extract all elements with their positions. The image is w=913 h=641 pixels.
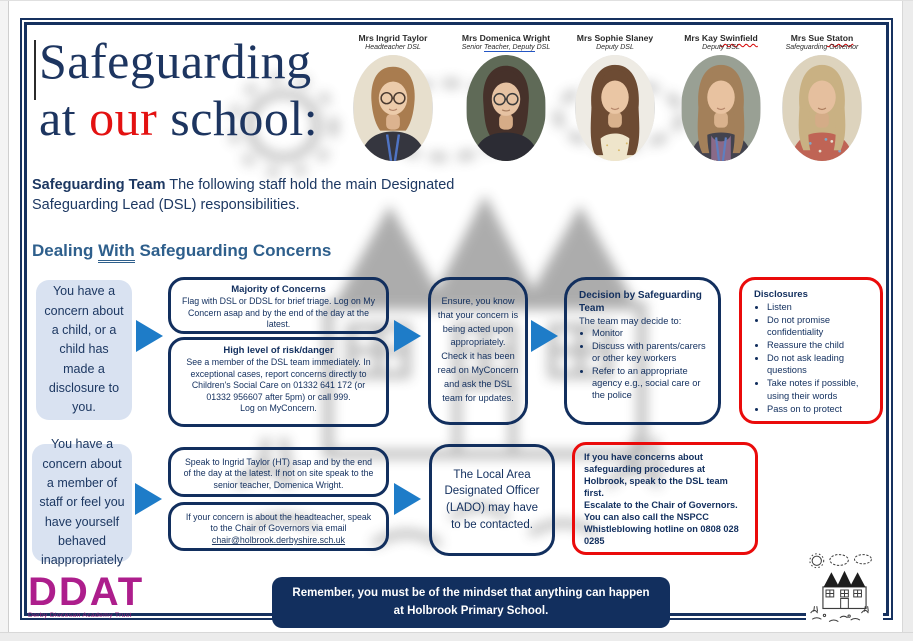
disclosures-box: Disclosures • Listen • Do not promise confidentiality • Reassure the child • Do not ask leading questions • Take notes if possible, using their words • Pass on to protect	[739, 277, 883, 424]
window-edge	[0, 0, 913, 1]
high-risk-box: High level of risk/danger See a member of the DSL team immediately. In exceptional cases, report concerns directly to Children's Social Care on 01332 641 172 (or 01332 956607 after 5pm) or call 999. Log on MyConcern.	[168, 337, 389, 427]
ddat-acronym: DDAT	[28, 570, 145, 614]
majority-of-concerns-box: Majority of Concerns Flag with DSL or DDSL for brief triage. Log on My Concern asap and by the end of the day at the latest.	[168, 277, 389, 334]
staff-card	[555, 33, 675, 161]
whistleblowing-box: If you have concerns about safeguarding procedures at Holbrook, speak to the DSL team first. Escalate to the Chair of Governors. You can also call the NSPCC Whistleblowing hotline on 0808 028 0285	[572, 442, 758, 555]
staff-photo	[782, 55, 862, 161]
staff-card	[333, 33, 453, 161]
staff-role: Headteacher DSL	[365, 43, 421, 51]
staff-card	[446, 33, 566, 161]
staff-name: Mrs Domenica Wright	[461, 33, 551, 43]
window-edge	[0, 632, 913, 641]
disclosures-bullet-list: • Listen • Do not promise confidentiality • Reassure the child • Do not ask leading questions • Take notes if possible, using their words • Pass on to protect	[754, 301, 876, 415]
title-accent-word: our	[89, 90, 158, 146]
lado-box: The Local Area Designated Officer (LADO) may have to be contacted.	[429, 444, 555, 556]
staff-role: Safeguarding Governor	[785, 43, 859, 51]
staff-role: Deputy DSL	[596, 43, 634, 51]
staff-photo	[353, 55, 433, 161]
ensure-followup-box: Ensure, you know that your concern is being acted upon appropriately. Check it has been read on MyConcern and ask the DSL team for updates.	[428, 277, 528, 425]
flow-arrow-icon	[135, 483, 162, 515]
child-concern-trigger-box: You have a concern about a child, or a child has made a disclosure to you.	[36, 280, 132, 420]
staff-card	[762, 33, 882, 161]
headteacher-concern-box: If your concern is about the headteacher, speak to the Chair of Governors via email chair@holbrook.derbyshire.sch.uk	[168, 502, 389, 551]
speak-to-ht-box: Speak to Ingrid Taylor (HT) asap and by the end of the day at the latest. If not on site speak to the senior teacher, Domenica Wright.	[168, 447, 389, 497]
school-house-logo-icon	[806, 551, 883, 629]
flow-arrow-icon	[136, 320, 163, 352]
staff-photo	[466, 55, 546, 161]
staff-concern-trigger-box: You have a concern about a member of staff or feel you have yourself behaved inappropriately	[32, 444, 132, 562]
staff-name: Mrs Sue Staton	[790, 33, 854, 43]
decision-bullet-list: • Monitor • Discuss with parents/carers or other key workers • Refer to an appropriate agency e.g., social care or the police	[579, 327, 712, 401]
reminder-banner: Remember, you must be of the mindset that anything can happen at Holbrook Primary School.	[272, 577, 670, 628]
staff-photo	[681, 55, 761, 161]
intro-paragraph: Safeguarding Team The following staff hold the main Designated Safeguarding Lead (DSL) responsibilities.	[32, 177, 455, 213]
staff-role: Senior Teacher, Deputy DSL	[461, 43, 551, 51]
staff-name: Mrs Kay Swinfield	[684, 33, 758, 43]
window-edge	[0, 0, 9, 641]
page-title: Safeguarding at our school:	[39, 33, 319, 146]
section-heading: Dealing With Safeguarding Concerns	[32, 241, 331, 261]
decision-box: Decision by Safeguarding Team The team may decide to: • Monitor • Discuss with parents/carers or other key workers • Refer to an appropriate agency e.g., social care or the police	[564, 277, 721, 425]
flow-arrow-icon	[394, 483, 421, 515]
text-cursor-artifact	[34, 40, 36, 100]
ddat-logo	[28, 572, 144, 620]
ddat-full-name: Derby Diocesan Academy Trust	[28, 612, 132, 619]
flow-arrow-icon	[394, 320, 421, 352]
chair-email-link[interactable]: chair@holbrook.derbyshire.sch.uk	[211, 534, 346, 545]
staff-photo	[575, 55, 655, 161]
flow-arrow-icon	[531, 320, 558, 352]
staff-role: Deputy DSL	[702, 43, 740, 51]
window-edge	[902, 0, 913, 641]
staff-name: Mrs Sophie Slaney	[576, 33, 654, 43]
staff-name: Mrs Ingrid Taylor	[358, 33, 428, 43]
